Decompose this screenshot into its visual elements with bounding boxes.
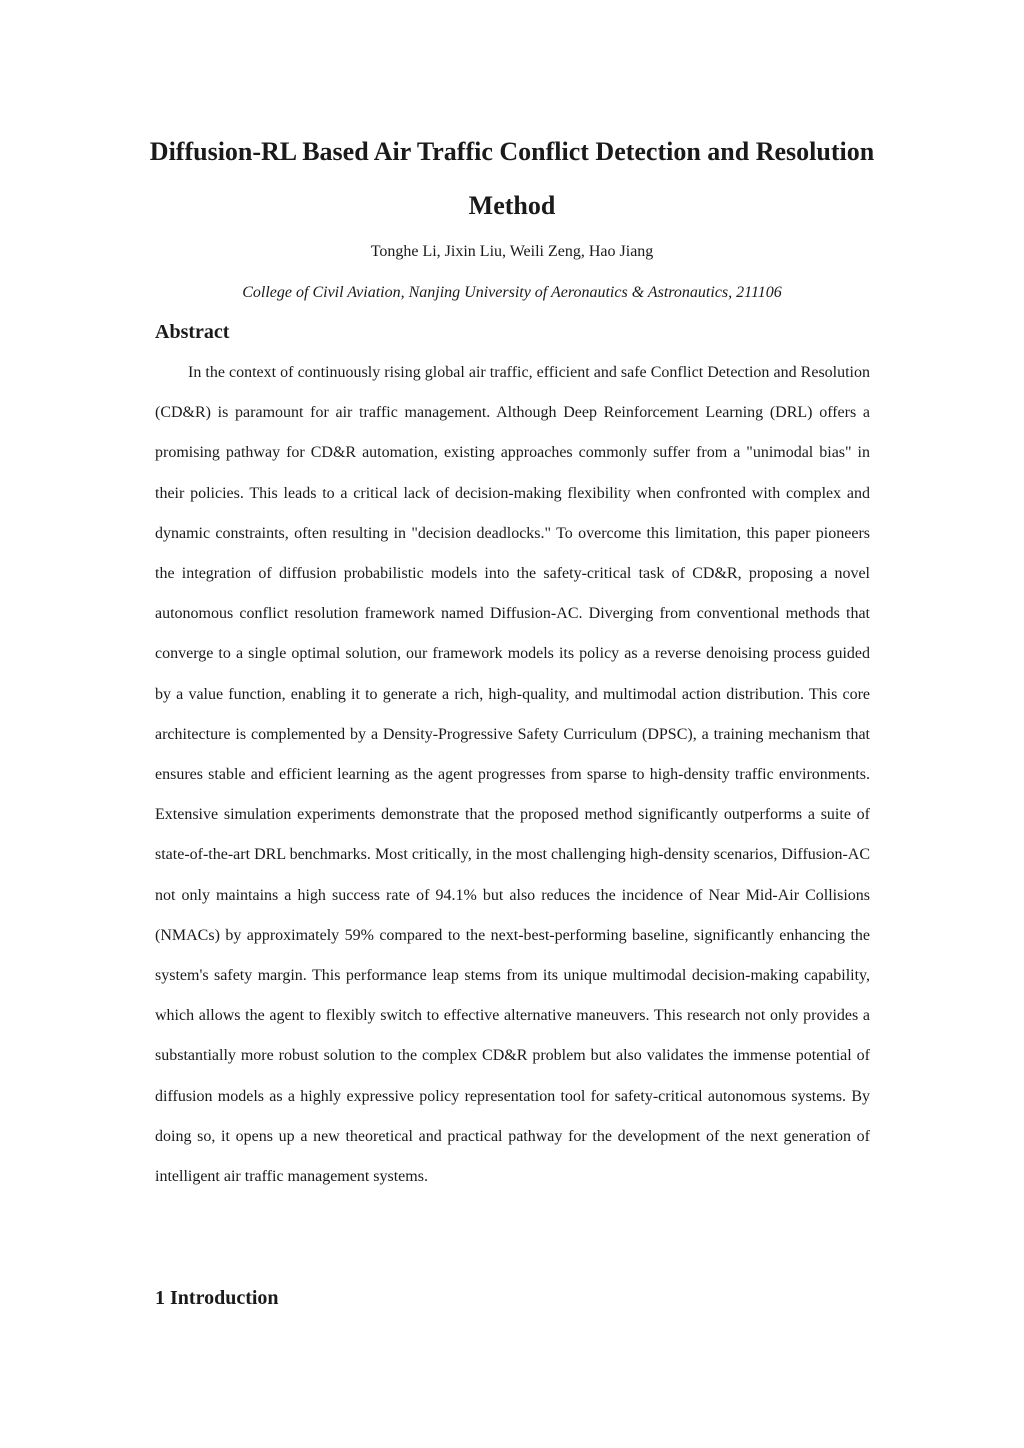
author-affiliation: College of Civil Aviation, Nanjing University of Aeronautics & Astronautics, 211106: [242, 284, 782, 301]
section-heading-introduction: 1 Introduction: [155, 1287, 279, 1309]
author-list: Tonghe Li, Jixin Liu, Weili Zeng, Hao Jiang: [370, 243, 654, 260]
abstract-heading: Abstract: [155, 321, 230, 343]
abstract-body: In the context of continuously rising global air traffic, efficient and safe Conflict Detection and Resolution (CD&R) is paramount for air traffic management. Although Deep Reinforcement Learning (DRL) offers a promising pathway for CD&R automation, existing approaches commonly suffer from a "unimodal bias" in their policies. This leads to a critical lack of decision-making flexibility when confronted with complex and dynamic constraints, often resulting in "decision deadlocks." To overcome this limitation, this paper pioneers the integration of diffusion probabilistic models into the safety-critical task of CD&R, proposing a novel autonomous conflict resolution framework named Diffusion-AC. Diverging from conventional methods that converge to a single optimal solution, our framework models its policy as a reverse denoising process guided by a value function, enabling it to generate a rich, high-quality, and multimodal action distribution. This core architecture is complemented by a Density-Progressive Safety Curriculum (DPSC), a training mechanism that ensures stable and efficient learning as the agent progresses from sparse to high-density traffic environments. Extensive simulation experiments demonstrate that the proposed method significantly outperforms a suite of state-of-the-art DRL benchmarks. Most critically, in the most challenging high-density scenarios, Diffusion-AC not only maintains a high success rate of 94.1% but also reduces the incidence of Near Mid-Air Collisions (NMACs) by approximately 59% compared to the next-best-performing baseline, significantly enhancing the system's safety margin. This performance leap stems from its unique multimodal decision-making capability, which allows the agent to flexibly switch to effective alternative maneuvers. This research not only provides a substantially more robust solution to the complex CD&R problem but also validates the immense potential of diffusion models as a highly expressive policy representation tool for safety-critical autonomous systems. By doing so, it opens up a new theoretical and practical pathway for the development of the next generation of intelligent air traffic management systems.: [155, 364, 870, 1186]
paper-title: Diffusion-RL Based Air Traffic Conflict Detection and Resolution Method: [149, 137, 875, 220]
